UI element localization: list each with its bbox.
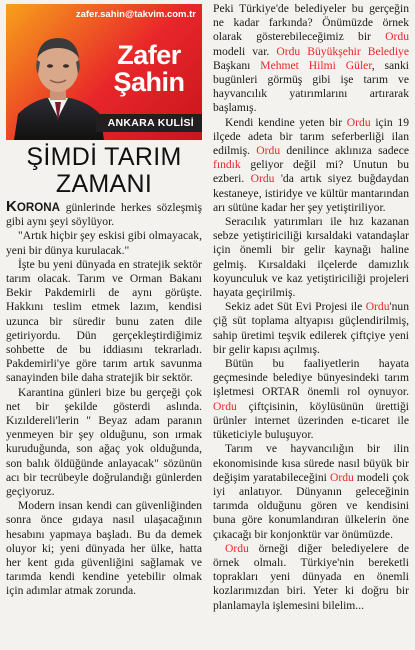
column-section-label: ANKARA KULİSİ xyxy=(96,114,202,132)
headline-line-1: ŞİMDİ TARIM xyxy=(26,143,182,171)
paragraph-8: Seracılık yatırımları ile hız kazanan sebze yetiştiriciliği kırsaldaki vatandaşlar için önemli bir gelir kaynağı haline gelmiş. Kırsaldaki ilçelerde damızlık koyunculuk ve kaz yetiştiriciliği projeleri hayata geçirilmiş. xyxy=(213,215,409,300)
highlight-ordu: Ordu xyxy=(256,144,281,158)
author-email[interactable]: zafer.sahin@takvim.com.tr xyxy=(75,9,196,20)
headline-line-2: ZAMANI xyxy=(55,170,153,198)
highlight-ordu: Ordu xyxy=(385,30,409,44)
left-column-body xyxy=(6,200,202,599)
highlight-ordu: Ordu xyxy=(365,300,390,314)
highlight-ordu: Ordu xyxy=(329,470,354,484)
paragraph-11: Tarım ve hayvancılığın bir ilin ekonomisinde kısa sürede nasıl büyük bir değişim yaratabileceğini Ordu modeli çok iyi anlatıyor. Dünyanın geleceğinin tarımda olduğunu gören ve kendisini buna göre konumlandıran ülkelerin öne çıkacağı bir konjonktür var önümüzde. xyxy=(213,442,409,541)
article-headline xyxy=(6,144,202,198)
columnist-byline xyxy=(6,4,202,140)
paragraph-5: Modern insan kendi can güvenliğinden sonra önce gıdaya nasıl ulaşacağının hesabını yapmaya başladı. Bu da demek oluyor ki; yeni dünyada her ülke, hatta her kent gıda güvenliğini sağlamak ve tarımda kendi kendine yetebilir olmak için adımlar atmak zorunda. xyxy=(6,499,202,598)
paragraph-2: "Artık hiçbir şey eskisi gibi olmayacak, yeni bir dünya kurulacak." xyxy=(6,229,202,257)
highlight-ordu: Ordu xyxy=(250,172,275,186)
left-column xyxy=(6,4,202,599)
author-photo xyxy=(10,22,106,140)
paragraph-7: Kendi kendine yeten bir Ordu için 19 ilçede adeta bir tarım seferberliği ilan edilmiş. Ordu denilince aklınıza sadece fındık geliyor değil mi? Unutun bu ezberi. Ordu 'da artık siyez buğdaydan kestaneye, istiridye ve kültür mantarından arı sütüne kadar her şey yetiştiriliyor. xyxy=(213,115,409,214)
paragraph-1: KORONA günlerinde herkes sözleşmiş gibi aynı şeyi söylüyor. xyxy=(6,198,202,229)
highlight-ordu-belediye: Ordu Büyükşehir Belediye xyxy=(276,44,409,58)
paragraph-9: Sekiz adet Süt Evi Projesi ile Ordu'nun çiğ süt toplama altyapısı güçlendirilmiş, sahip üretimi teşvik edilerek çiftçiye yeni bir gelir kapısı açılmış. xyxy=(213,300,409,356)
paragraph-3: İşte bu yeni dünyada en stratejik sektör tarım olacak. Tarım ve Orman Bakanı Bekir Pakdemirli de aynı görüşte. Hakkını teslim etmek lazım, kendisi uzunca bir süredir bunu zaten dile getiriyordu. Dün gerçekleştirdiğimiz sohbette de bu iddiasını tekrarladı. Pakdemirli'ye göre tarım artık savunma sanayinden bile daha stratejik bir sektör. xyxy=(6,257,202,385)
paragraph-12: Ordu örneği diğer belediyelere de örnek olmalı. Türkiye'nin bereketli toprakları yeni dünyada en önemli kozlarımızdan biri. Yeter ki doğru bir planlamayla işlemesini bilelim... xyxy=(213,541,409,612)
right-column xyxy=(213,2,409,613)
paragraph-4: Karantina günleri bize bu gerçeği çok net bir şekilde gösterdi aslında. Kızıldereli'lerin " Beyaz adam paranın yenmeyen bir şey olduğunu, son ırmak kuruduğunda, son ağaç yok olduğunda, son balık öldüğünde anlayacak" sözünün acı bir tecrübeyle doğrulandığı günlerden geçiyoruz. xyxy=(6,385,202,499)
author-last-name: Şahin xyxy=(113,67,185,97)
author-first-name: Zafer xyxy=(117,40,181,70)
highlight-findik: fındık xyxy=(213,158,241,172)
drop-cap: K xyxy=(6,198,17,215)
author-name xyxy=(106,42,192,96)
highlight-mayor-name: Mehmet Hilmi Güler xyxy=(260,58,372,72)
paragraph-6: Peki Türkiye'de belediyeler bu gerçeğin ne kadar farkında? Önümüzde örnek olarak gösterebileceğimiz bir Ordu modeli var. Ordu Büyükşehir Belediye Başkanı Mehmet Hilmi Güler, sanki bugünleri görmüş gibi işe tarım ve hayvancılık yatırımlarını artırarak başlamış. xyxy=(213,2,409,115)
lead-caps: ORONA xyxy=(16,201,60,214)
highlight-ordu: Ordu xyxy=(213,399,237,413)
paragraph-10: Bütün bu faaliyetlerin hayata geçmesinde belediye bünyesindeki tarım işletmesi ORTAR önemli rol oynuyor. Ordu çiftçisinin, köylüsünün ürettiği ürünler internet üzerinden e-ticaret ile tüketiciyle buluşuyor. xyxy=(213,357,409,442)
highlight-ordu: Ordu xyxy=(225,541,249,555)
highlight-ordu: Ordu xyxy=(346,115,371,129)
